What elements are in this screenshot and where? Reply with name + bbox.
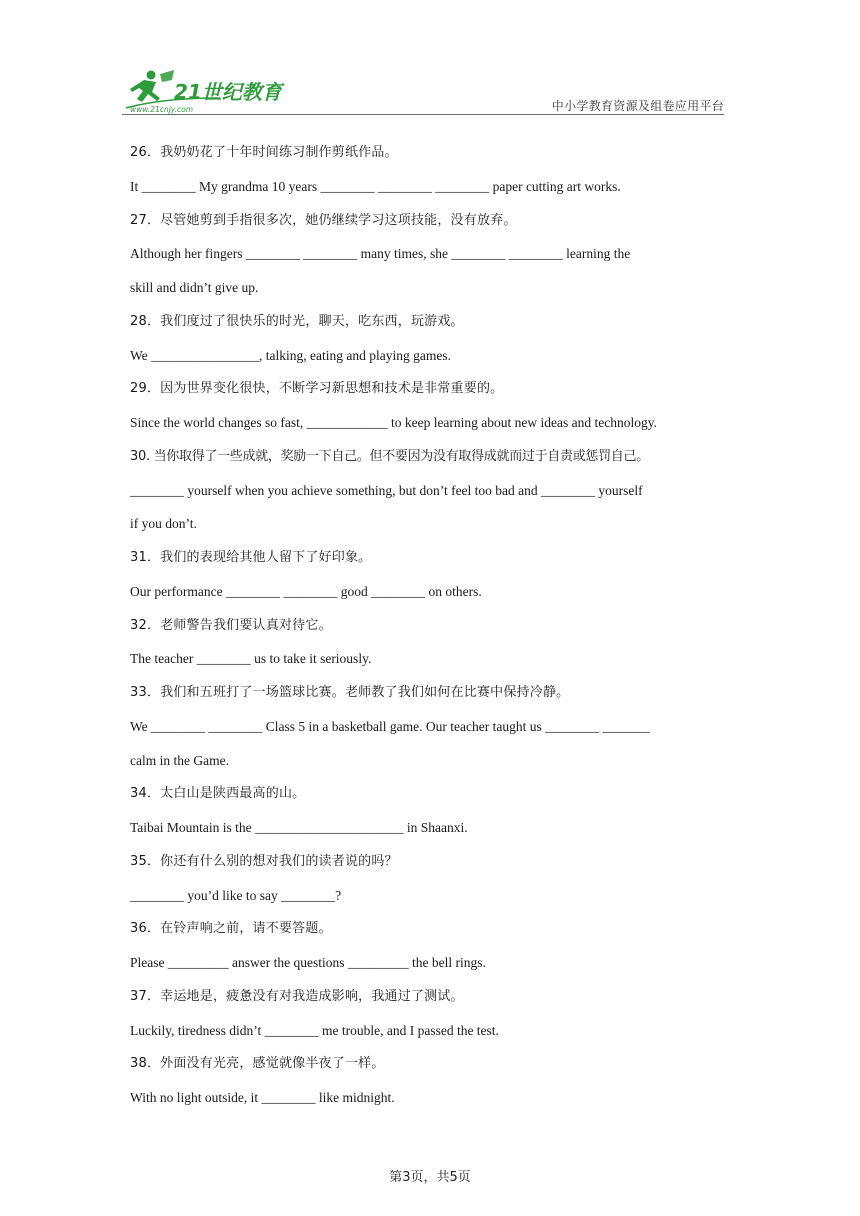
question-30-prompt: 30. 当你取得了一些成就，奖励一下自己。但不要因为没有取得成就而过于自责或惩罚自己。 bbox=[130, 448, 649, 464]
question-36-sentence: Please _________ answer the questions _________ the bell rings. bbox=[130, 955, 486, 970]
question-33-prompt: 33．我们和五班打了一场篮球比赛。老师教了我们如何在比赛中保持冷静。 bbox=[130, 685, 570, 700]
question-28-prompt: 28．我们度过了很快乐的时光，聊天，吃东西，玩游戏。 bbox=[130, 313, 464, 329]
question-33-sentence-cont: calm in the Game. bbox=[130, 752, 229, 768]
platform-name: 中小学教育资源及组卷应用平台 bbox=[551, 99, 724, 113]
page-footer: 第3页，共5页 bbox=[389, 1170, 471, 1185]
question-31-sentence: Our performance ________ ________ good ________ on others. bbox=[130, 583, 482, 599]
question-30-sentence: ________ yourself when you achieve something, but don’t feel too bad and ________ yourself bbox=[130, 482, 643, 498]
question-27-sentence: Although her fingers ________ ________ many times, she ________ ________ learning the bbox=[130, 246, 631, 262]
exercise-content bbox=[130, 142, 730, 1121]
question-26-sentence: It ________ My grandma 10 years ________ ________ ________ paper cutting art works. bbox=[130, 178, 621, 194]
logo-url: www.21cnjy.com bbox=[130, 105, 194, 114]
question-35-prompt: 35．你还有什么别的想对我们的读者说的吗？ bbox=[130, 853, 398, 869]
question-37-prompt: 37．幸运地是，疲惫没有对我造成影响，我通过了测试。 bbox=[130, 988, 464, 1004]
question-32-prompt: 32．老师警告我们要认真对待它。 bbox=[130, 617, 332, 633]
question-34-prompt: 34．太白山是陕西最高的山。 bbox=[130, 786, 306, 802]
question-28-sentence: We ________________, talking, eating and playing games. bbox=[130, 347, 451, 363]
question-37-sentence: Luckily, tiredness didn’t ________ me trouble, and I passed the test. bbox=[130, 1022, 499, 1038]
question-36-prompt: 36．在铃声响之前，请不要答题。 bbox=[130, 921, 332, 937]
question-38-sentence: With no light outside, it ________ like midnight. bbox=[130, 1090, 395, 1105]
question-29-sentence: Since the world changes so fast, ____________ to keep learning about new ideas and technology. bbox=[130, 415, 657, 430]
question-27-prompt: 27．尽管她剪到手指很多次，她仍继续学习这项技能，没有放弃。 bbox=[130, 212, 517, 228]
question-35-sentence: ________ you’d like to say ________? bbox=[130, 887, 342, 903]
question-34-sentence: Taibai Mountain is the ______________________ in Shaanxi. bbox=[130, 820, 468, 835]
question-26-prompt: 26．我奶奶花了十年时间练习制作剪纸作品。 bbox=[130, 145, 398, 160]
21cnjy-logo bbox=[122, 68, 292, 114]
question-29-prompt: 29．因为世界变化很快，不断学习新思想和技术是非常重要的。 bbox=[130, 381, 504, 397]
question-32-sentence: The teacher ________ us to take it seriously. bbox=[130, 651, 372, 667]
question-30-sentence-cont: if you don’t. bbox=[130, 516, 197, 532]
question-27-sentence-cont: skill and didn’t give up. bbox=[130, 280, 259, 295]
question-31-prompt: 31．我们的表现给其他人留下了好印象。 bbox=[130, 550, 372, 565]
question-38-prompt: 38．外面没有光亮，感觉就像半夜了一样。 bbox=[130, 1056, 385, 1072]
header-rule bbox=[122, 114, 724, 115]
question-33-sentence: We ________ ________ Class 5 in a basketball game. Our teacher taught us ________ _______ bbox=[130, 718, 650, 734]
page-header bbox=[122, 68, 724, 114]
logo-text: 21世纪教育 bbox=[174, 80, 282, 104]
